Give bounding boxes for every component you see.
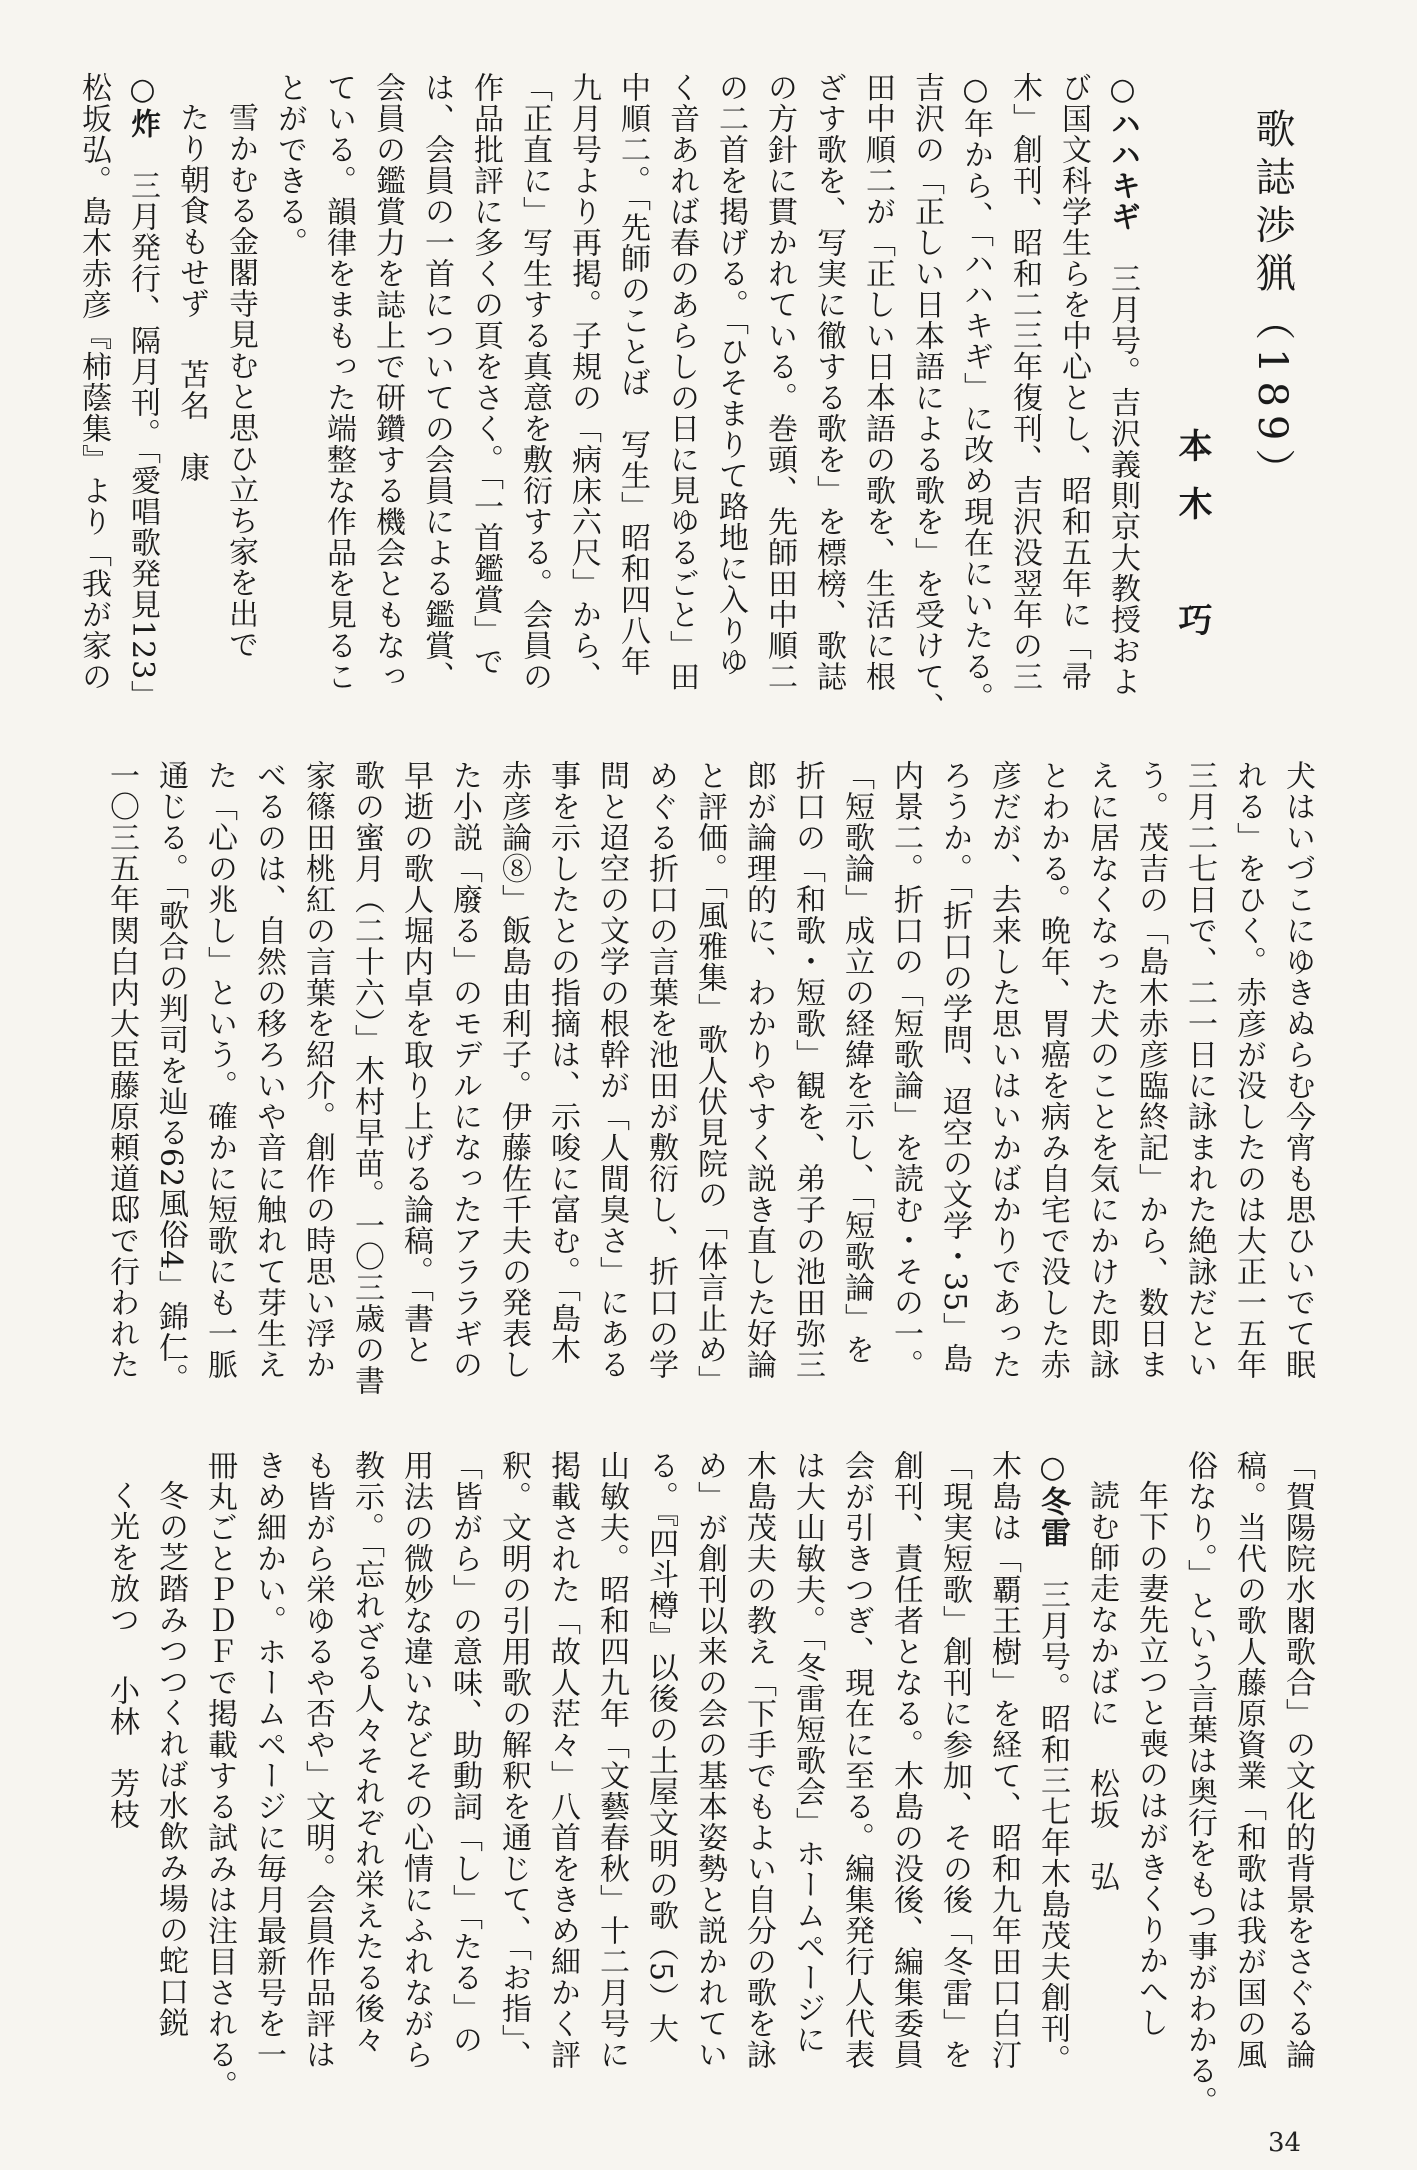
line: 冊丸ごとＰＤＦで掲載する試みは注目される。 <box>202 1450 237 2101</box>
line: 歌の蜜月（二十六）」木村早苗。一〇三歳の書 <box>349 760 384 1396</box>
line: 折口の「和歌・短歌」観を、弟子の池田弥三 <box>790 760 825 1380</box>
line: 家篠田桃紅の言葉を紹介。創作の時思い浮か <box>300 760 335 1380</box>
line: 事を示したとの指摘は、示唆に富む。「島木 <box>545 760 580 1365</box>
line: 俗なり。」という言葉は奥行をもつ事がわかる。 <box>1182 1450 1217 2117</box>
poet-name: 松坂 弘 <box>1084 1768 1119 1892</box>
line: 問と迢空の文学の根幹が「人間臭さ」にある <box>594 760 629 1380</box>
line: 一〇三五年関白内大臣藤原頼道邸で行われた <box>104 760 139 1380</box>
line: ろうか。「折口の学問、迢空の文学・35」島 <box>937 760 972 1375</box>
line: 「皆がら」の意味、助動詞「し」「たる」の <box>447 1450 482 2055</box>
poem-line: く光を放つ小林 芳枝 <box>104 1480 139 1830</box>
line: 山敏夫。昭和四九年「文藝春秋」十二月号に <box>594 1450 629 2070</box>
line: 内景二。折口の「短歌論」を読む・その一。 <box>888 760 923 1380</box>
line: えに居なくなった犬のことを気にかけた即詠 <box>1084 760 1119 1380</box>
line: 犬はいづこにゆきぬらむ今宵も思ひいでて眠 <box>1280 760 1315 1380</box>
line: 教示。「忘れざる人々それぞれ栄えたる後々 <box>349 1450 384 2055</box>
line: 彦だが、去来した思いはいかばかりであった <box>986 760 1021 1380</box>
line: 三月二七日で、二一日に詠まれた絶詠だとい <box>1182 760 1217 1380</box>
line: 松坂弘。島木赤彦『柿蔭集』より「我が家の <box>76 72 111 692</box>
line: の方針に貫かれている。巻頭、先師田中順二 <box>762 72 797 692</box>
line: 「賀陽院水閣歌合」の文化的背景をさぐる論 <box>1280 1450 1315 2070</box>
text-block-top <box>76 72 1147 723</box>
line: れる」をひく。赤彦が没したのは大正一五年 <box>1231 760 1266 1380</box>
line: 創刊、責任者となる。木島の没後、編集委員 <box>888 1450 923 2070</box>
text-block-middle <box>72 760 1322 1396</box>
line: 用法の微妙な違いなどその心情にふれながら <box>398 1450 433 2070</box>
line: 郎が論理的に、わかりやすく説き直した好論 <box>741 760 776 1380</box>
line: の二首を掲げる。「ひそまりて路地に入りゆ <box>713 72 748 677</box>
line: も皆がら栄ゆるや否や」文明。会員作品評は <box>300 1450 335 2070</box>
line: 田中順二が「正しい日本語の歌を、生活に根 <box>860 72 895 692</box>
line: 会が引きつぎ、現在に至る。編集発行人代表 <box>839 1450 874 2070</box>
line: めぐる折口の言葉を池田が敷衍し、折口の学 <box>643 760 678 1380</box>
line: ○炸 三月発行、隔月刊。「愛唱歌発見123」 <box>125 72 160 712</box>
line: 木」創刊、昭和二三年復刊、吉沢没翌年の三 <box>1007 72 1042 692</box>
line: べるのは、自然の移ろいや音に触れて芽生え <box>251 760 286 1380</box>
line: ている。韻律をまもった端整な作品を見るこ <box>321 72 356 692</box>
line: 赤彦論⑧」飯島由利子。伊藤佐千夫の発表し <box>496 760 531 1380</box>
line: 中順二。「先師のことば 写生」昭和四八年 <box>615 72 650 677</box>
line: た「心の兆し」という。確かに短歌にも一脈 <box>202 760 237 1380</box>
line: 釈。文明の引用歌の解釈を通じて、「お指」、 <box>496 1450 531 2071</box>
author-name: 本木 巧 <box>1172 428 1212 660</box>
line: 「短歌論」成立の経緯を示し、「短歌論」を <box>839 760 874 1365</box>
poem-line: 年下の妻先立つと喪のはがきくりかへし <box>1133 1480 1168 2038</box>
line: 吉沢の「正しい日本語による歌を」を受けて、 <box>909 72 944 723</box>
line: ざす歌を、写実に徹する歌を」を標榜、歌誌 <box>811 72 846 692</box>
line: め」が創刊以来の会の基本姿勢と説かれてい <box>692 1450 727 2070</box>
line: 稿。当代の歌人藤原資業「和歌は我が国の風 <box>1231 1450 1266 2070</box>
line: ○冬雷 三月号。昭和三七年木島茂夫創刊。 <box>1035 1450 1070 2075</box>
line: と評価。「風雅集」歌人伏見院の「体言止め」 <box>692 760 727 1396</box>
page-number: 34 <box>1268 2128 1302 2158</box>
poet-name: 苫名 康 <box>174 359 209 483</box>
poem-line: たり朝食もせず苫名 康 <box>174 102 209 483</box>
poet-name: 小林 芳枝 <box>104 1675 139 1830</box>
line: 木島は「覇王樹」を経て、昭和九年田口白汀 <box>986 1450 1021 2070</box>
line: た小説「廢る」のモデルになったアララギの <box>447 760 482 1380</box>
line: ○年から、「ハハキギ」に改め現在にいたる。 <box>958 72 993 713</box>
line: 早逝の歌人堀内卓を取り上げる論稿。「書と <box>398 760 433 1365</box>
line: く音あれば春のあらしの日に見ゆるごと」田 <box>664 72 699 692</box>
poem-line: 読む師走なかばに松坂 弘 <box>1084 1480 1119 1892</box>
article-title: 歌誌渉猟（189） <box>1249 108 1295 497</box>
line: 九月号より再掲。子規の「病床六尺」から、 <box>566 72 601 692</box>
poem-line: 雪かむる金閣寺見むと思ひ立ち家を出で <box>223 102 258 660</box>
line: は、会員の一首についての会員による鑑賞、 <box>419 72 454 692</box>
line: る。『四斗樽』以後の土屋文明の歌（5）大 <box>643 1450 678 2045</box>
line: きめ細かい。ホームページに毎月最新号を一 <box>251 1450 286 2070</box>
poem-line: 冬の芝踏みつつくれば水飲み場の蛇口鋭 <box>153 1480 188 2038</box>
line: 「正直に」写生する真意を敷衍する。会員の <box>517 72 552 692</box>
line: 掲載された「故人茫々」八首をきめ細かく評 <box>545 1450 580 2070</box>
line: とができる。 <box>272 72 307 258</box>
line: は大山敏夫。「冬雷短歌会」ホームページに <box>790 1450 825 2055</box>
text-block-bottom <box>72 1450 1322 2117</box>
line: とわかる。晩年、胃癌を病み自宅で没した赤 <box>1035 760 1070 1380</box>
line: 会員の鑑賞力を誌上で研鑽する機会ともなっ <box>370 72 405 692</box>
line: び国文科学生らを中心とし、昭和五年に「帚 <box>1056 72 1091 692</box>
line: 木島茂夫の教え「下手でもよい自分の歌を詠 <box>741 1450 776 2070</box>
line: う。茂吉の「島木赤彦臨終記」から、数日ま <box>1133 760 1168 1380</box>
line: 「現実短歌」創刊に参加、その後「冬雷」を <box>937 1450 972 2070</box>
line: 作品批評に多くの頁をさく。「一首鑑賞」で <box>468 72 503 677</box>
line: ○ハハキギ 三月号。吉沢義則京大教授およ <box>1105 72 1140 697</box>
line: 通じる。「歌合の判司を辿る62風俗4」錦仁。 <box>153 760 188 1395</box>
